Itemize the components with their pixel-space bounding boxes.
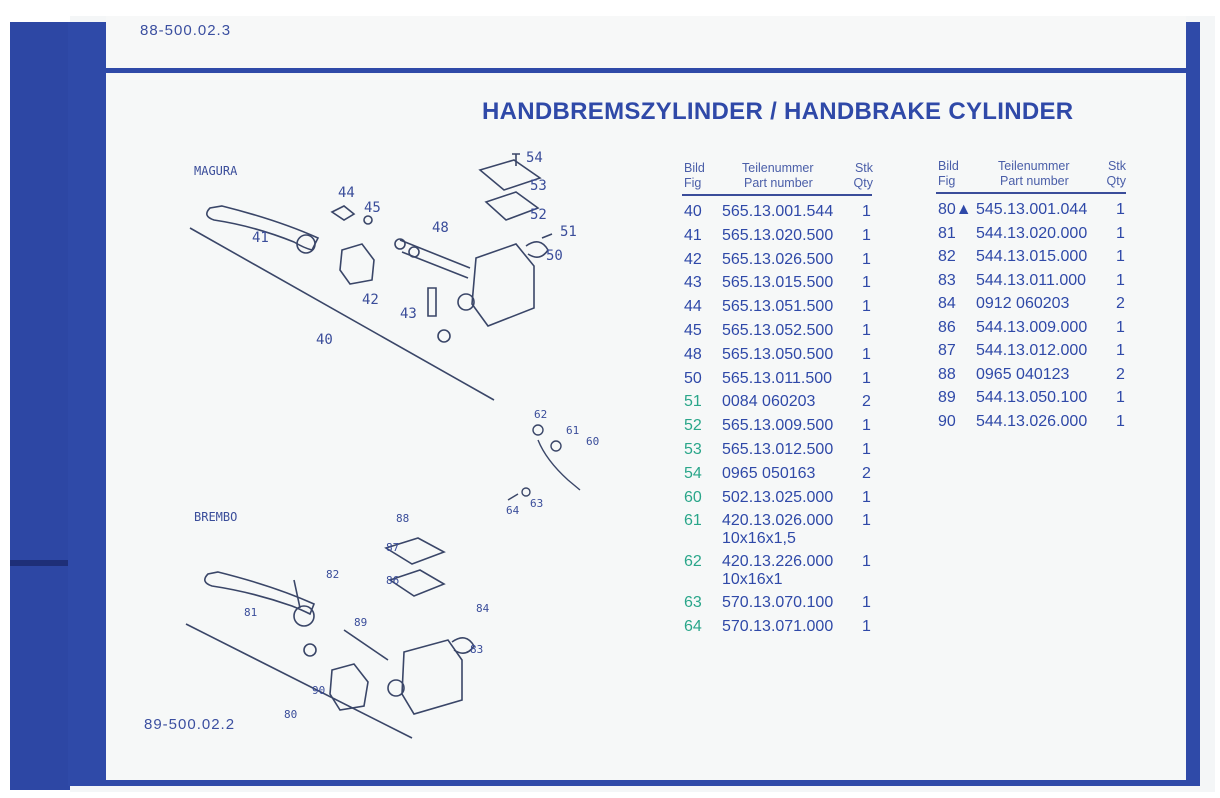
row-part-number: 0965 040123: [976, 365, 1070, 383]
callout-63: 63: [530, 497, 544, 510]
magura-piston: [400, 240, 470, 278]
row-fig: 88: [938, 365, 956, 383]
banjo-washer-62: [533, 425, 543, 435]
row-part-number: 544.13.050.100: [976, 389, 1088, 406]
row-fig: 61: [684, 512, 702, 530]
callout-61: 61: [566, 424, 580, 437]
row-qty: 1: [1116, 342, 1125, 359]
page-title: HANDBREMSZYLINDER / HANDBRAKE CYLINDER: [482, 98, 1074, 125]
row-qty: 1: [1116, 248, 1125, 265]
row-fig: 84: [938, 295, 956, 312]
row-part-number: 565.13.015.500: [722, 274, 834, 292]
callout-89: 89: [354, 616, 368, 629]
magura-screw-43: [428, 288, 436, 316]
row-qty: 2: [862, 464, 871, 482]
row-dimension: 10x16x1: [722, 571, 783, 588]
row-part-number: 544.13.015.000: [976, 248, 1088, 265]
magura-label: MAGURA: [194, 164, 238, 178]
row-part-number: 565.13.009.500: [722, 417, 834, 435]
callout-41: 41: [252, 230, 269, 246]
row-qty: 2: [1116, 365, 1125, 383]
right-head-pn: [998, 159, 1070, 189]
page-frame-top: [104, 68, 1188, 73]
row-qty: 2: [1116, 295, 1125, 312]
row-fig: 80▲: [938, 201, 972, 218]
right-head-fig-en: Fig: [938, 174, 956, 188]
row-part-number: 565.13.026.500: [722, 250, 834, 268]
bottom-page-code: 89-500.02.2: [144, 716, 236, 733]
row-qty: 1: [862, 553, 871, 571]
row-fig: 51: [684, 393, 702, 411]
left-head-qty-en: Qty: [853, 176, 873, 190]
right-head-fig: [938, 159, 959, 189]
callout-86: 86: [386, 574, 400, 587]
row-qty: 1: [1116, 389, 1125, 406]
left-head-fig-en: Fig: [684, 176, 702, 190]
right-head-qty: [1102, 159, 1126, 189]
row-fig: 86: [938, 318, 956, 336]
row-dimension: 10x16x1,5: [722, 530, 796, 548]
row-fig: 42: [684, 250, 702, 268]
row-qty: 1: [862, 274, 871, 292]
row-qty: 1: [1116, 201, 1125, 218]
banjo-bolt: [538, 440, 580, 490]
row-fig: 63: [684, 594, 702, 611]
left-head-qty: [849, 161, 873, 191]
row-qty: 1: [862, 298, 871, 316]
magura-body: [472, 244, 534, 326]
callout-87: 87: [386, 541, 400, 554]
book-binding: [10, 22, 72, 790]
callout-84: 84: [476, 602, 490, 615]
left-head-qty-de: Stk: [854, 161, 873, 175]
page-frame-left: [68, 22, 106, 782]
row-part-number: 0084 060203: [722, 393, 816, 411]
row-qty: 1: [862, 441, 871, 458]
left-head-pn-en: Part number: [744, 176, 813, 190]
row-fig: 64: [684, 617, 702, 635]
row-qty: 1: [862, 617, 871, 635]
row-fig: 40: [684, 203, 702, 220]
callout-50: 50: [546, 248, 563, 264]
row-fig: 89: [938, 389, 956, 406]
row-part-number: 544.13.020.000: [976, 224, 1088, 242]
callout-44: 44: [338, 185, 355, 201]
right-head-pn-en: Part number: [1000, 174, 1069, 188]
banjo-washer-61: [551, 441, 561, 451]
row-fig: 50: [684, 369, 702, 387]
row-part-number: 565.13.051.500: [722, 298, 834, 316]
callout-83: 83: [470, 643, 484, 656]
left-head-fig: [684, 161, 705, 191]
callout-43: 43: [400, 306, 417, 322]
brembo-label: BREMBO: [194, 510, 238, 524]
row-fig: 62: [684, 553, 702, 571]
magura-hose-clip: [526, 242, 548, 257]
callout-54: 54: [526, 150, 543, 166]
brembo-clamp: [330, 664, 368, 710]
row-part-number: 502.13.025.000: [722, 488, 834, 506]
magura-seal-b: [409, 247, 419, 257]
row-part-number: 545.13.001.044: [976, 201, 1088, 218]
magura-nut-43: [438, 330, 450, 342]
row-fig: 82: [938, 248, 956, 265]
callout-62: 62: [534, 408, 548, 421]
callout-48: 48: [432, 220, 449, 236]
row-fig: 52: [684, 417, 702, 435]
row-part-number: 544.13.009.000: [976, 318, 1088, 336]
left-head-pn: [742, 161, 814, 191]
row-qty: 1: [862, 203, 871, 220]
row-fig: 53: [684, 441, 702, 458]
row-qty: 1: [862, 345, 871, 363]
top-page-code: 88-500.02.3: [140, 22, 232, 39]
right-head-pn-de: Teilenummer: [998, 159, 1070, 173]
magura-pivot: [297, 235, 315, 253]
row-fig: 48: [684, 345, 702, 363]
page-frame-right: [1186, 22, 1200, 784]
callout-82: 82: [326, 568, 340, 581]
row-part-number: 565.13.011.500: [722, 369, 833, 387]
row-fig: 54: [684, 464, 702, 482]
brembo-pushrod: [344, 630, 388, 660]
banjo-seal-63: [522, 488, 530, 496]
row-part-number: 565.13.001.544: [722, 203, 834, 220]
callout-52: 52: [530, 207, 547, 223]
left-head-rule: [682, 194, 872, 196]
callout-88: 88: [396, 512, 410, 525]
callout-45: 45: [364, 200, 381, 216]
row-part-number: 570.13.071.000: [722, 617, 834, 635]
row-part-number: 0912 060203: [976, 295, 1070, 312]
magura-spring: [364, 216, 372, 224]
row-fig: 43: [684, 274, 702, 292]
row-qty: 1: [862, 322, 871, 339]
brembo-pin: [294, 580, 300, 608]
row-part-number: 544.13.026.000: [976, 412, 1088, 430]
callout-64: 64: [506, 504, 520, 517]
row-qty: 1: [1116, 412, 1125, 430]
row-part-number: 570.13.070.100: [722, 594, 834, 611]
row-qty: 1: [1116, 318, 1125, 336]
callout-40: 40: [316, 332, 333, 348]
right-head-fig-de: Bild: [938, 159, 959, 173]
row-fig: 81: [938, 224, 956, 242]
callout-80: 80: [284, 708, 298, 721]
row-qty: 1: [1116, 271, 1125, 289]
banjo-fitting-64: [508, 494, 518, 500]
row-part-number: 0965 050163: [722, 464, 816, 482]
row-qty: 1: [862, 250, 871, 268]
right-head-rule: [936, 192, 1126, 194]
row-fig: 83: [938, 271, 956, 289]
left-head-pn-de: Teilenummer: [742, 161, 814, 175]
row-fig: 60: [684, 488, 702, 506]
row-qty: 2: [862, 393, 871, 411]
row-qty: 1: [862, 226, 871, 244]
row-part-number: 565.13.050.500: [722, 345, 834, 363]
left-head-fig-de: Bild: [684, 161, 705, 175]
callout-81: 81: [244, 606, 258, 619]
row-fig: 87: [938, 342, 956, 359]
row-part-number: 544.13.012.000: [976, 342, 1088, 359]
row-qty: 1: [862, 512, 871, 530]
magura-screw-51: [542, 234, 552, 238]
row-fig: 90: [938, 412, 956, 430]
row-fig: 44: [684, 298, 702, 316]
callout-53: 53: [530, 178, 547, 194]
brembo-body: [402, 640, 462, 714]
row-qty: 1: [862, 594, 871, 611]
exploded-parts-diagram: [106, 140, 626, 740]
magura-clamp: [340, 244, 374, 284]
row-part-number: 544.13.011.000: [976, 271, 1087, 289]
row-part-number: 565.13.052.500: [722, 322, 834, 339]
right-head-qty-en: Qty: [1106, 174, 1126, 188]
row-qty: 1: [1116, 224, 1125, 242]
page-frame-bottom: [68, 780, 1200, 786]
row-part-number: 420.13.026.000: [722, 512, 834, 530]
row-part-number: 420.13.226.000: [722, 553, 834, 571]
row-qty: 1: [862, 488, 871, 506]
magura-adjuster: [332, 206, 354, 220]
row-fig: 41: [684, 226, 702, 244]
callout-90: 90: [312, 684, 326, 697]
brembo-pivot: [294, 606, 314, 626]
row-fig: 45: [684, 322, 702, 339]
callout-42: 42: [362, 292, 379, 308]
right-head-qty-de: Stk: [1107, 159, 1126, 173]
row-part-number: 565.13.012.500: [722, 441, 834, 458]
row-part-number: 565.13.020.500: [722, 226, 834, 244]
brembo-nut: [304, 644, 316, 656]
row-qty: 1: [862, 417, 871, 435]
binding-fold: [10, 560, 72, 566]
previous-page-strip: [106, 16, 1186, 68]
callout-60: 60: [586, 435, 600, 448]
callout-51: 51: [560, 224, 577, 240]
row-qty: 1: [862, 369, 871, 387]
